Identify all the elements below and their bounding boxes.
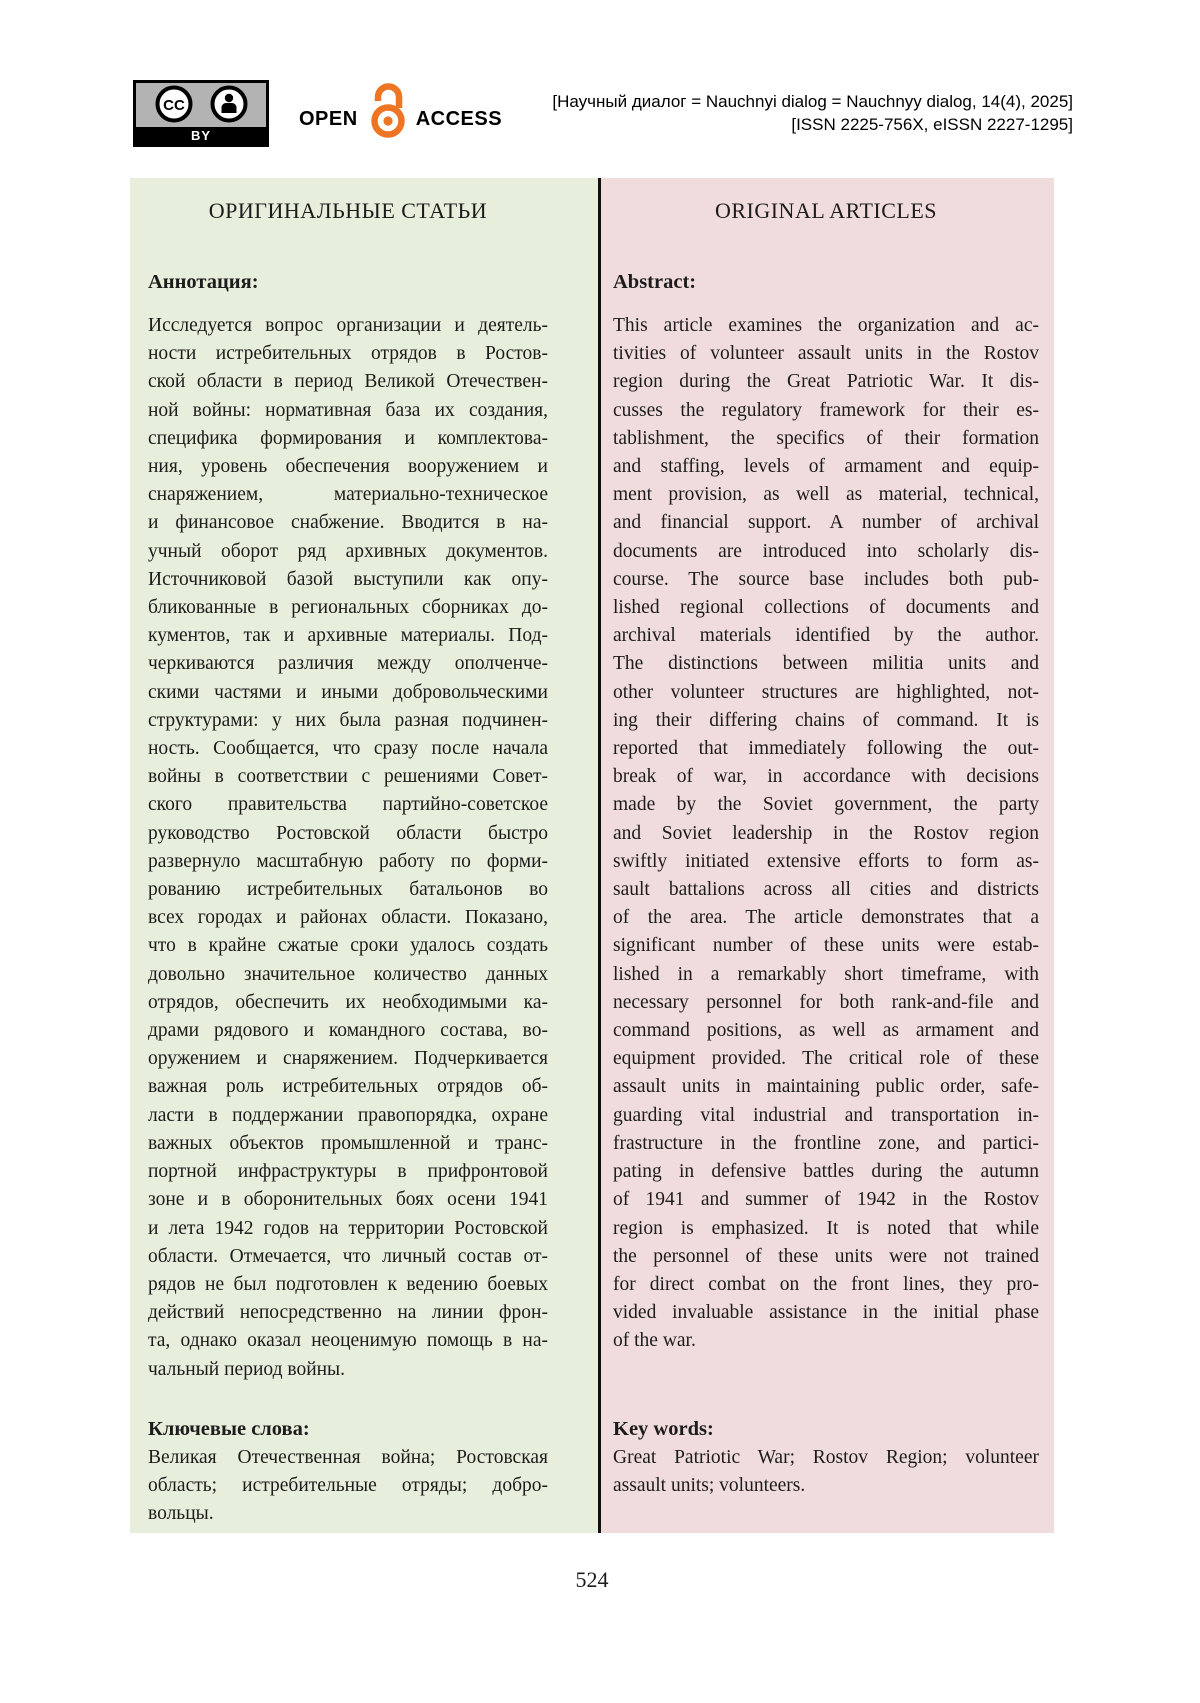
russian-keywords-section [148, 1414, 548, 1529]
english-keywords-section [613, 1414, 1039, 1500]
english-column [601, 178, 1054, 1533]
english-abstract-label: Abstract: [613, 271, 697, 293]
russian-keywords-text: Великая Отечественная война; Ростовская область; истребительные отряды; добро- вольцы. [148, 1447, 548, 1525]
abstract-two-column-block [130, 178, 1054, 1533]
english-abstract-text: This article examines the organization and ac- tivities of volunteer assault units in the Rostov region during the Great Patriotic War. It dis- cusses the regulatory framework for their es- tablishment, the specifics of their formation and staffing, levels of armament and equip- ment provision, as well as material, technical, and financial support. A number of archival documents are introduced into scholarly dis- course. The source base includes both pub- lished regional collections of documents and archival materials identified by the author. The distinctions between militia units and other volunteer structures are highlighted, not- ing their differing chains of command. It is reported that immediately following the out- break of war, in accordance with decisions made by the Soviet government, the party and Soviet leadership in the Rostov region swiftly initiated extensive efforts to form as- sault battalions across all cities and districts of the area. The article demonstrates that a significant number of these units were estab- lished in a remarkably short timeframe, with necessary personnel for both rank-and-file and command positions, as well as armament and equipment provided. The critical role of these assault units in maintaining public order, safe- guarding vital industrial and transportation in- frastructure in the frontline zone, and partici- pating in defensive battles during the autumn of 1941 and summer of 1942 in the Rostov region is emphasized. It is noted that while the personnel of these units were not trained for direct combat on the front lines, they pro- vided invaluable assistance in the initial phase of the war. [613, 315, 1039, 1352]
page-header [133, 80, 1073, 147]
journal-citation-line1: [Научный диалог = Nauchnyi dialog = Nauchnyy dialog, 14(4), 2025] [552, 92, 1073, 111]
russian-abstract-label: Аннотация: [148, 271, 259, 293]
cc-icon [155, 85, 193, 128]
russian-keywords-label: Ключевые слова: [148, 1418, 310, 1440]
journal-citation-line2: [ISSN 2225-756X, eISSN 2227-1295] [791, 115, 1073, 134]
russian-column [130, 178, 598, 1533]
cc-license-type-label: BY [136, 127, 266, 144]
russian-section-title: ОРИГИНАЛЬНЫЕ СТАТЬИ [208, 198, 488, 223]
journal-citation [552, 90, 1073, 136]
svg-text:CC: CC [162, 96, 185, 114]
page-number: 524 [575, 1567, 609, 1592]
open-access-logo [299, 92, 502, 146]
cc-badge-icons [136, 83, 266, 129]
english-keywords-label: Key words: [613, 1418, 714, 1440]
open-access-access-label: ACCESS [415, 107, 503, 130]
english-keywords-text: Great Patriotic War; Rostov Region; volunteer assault units; volunteers. [613, 1447, 1039, 1497]
english-section-title: ORIGINAL ARTICLES [714, 198, 938, 223]
person-icon [210, 85, 248, 128]
russian-abstract-text: Исследуется вопрос организации и деятель- ности истребительных отрядов в Ростов- ской области в период Великой Отечествен- ной войны: нормативная база их создания, специфика формирования и комплектова- ния, уровень обеспечения вооружением и снаряжением, материально-техническое и финансовое снабжение. Вводится в на- учный оборот ряд архивных документов. Источниковой базой выступили как опу- бликованные в региональных сборниках до- кументов, так и архивные материалы. Под- черкиваются различия между ополченче- скими частями и иными добровольческими структурами: у них была разная подчинен- ность. Сообщается, что сразу после начала войны в соответствии с решениями Совет- ского правительства партийно-советское руководство Ростовской области быстро развернуло масштабную работу по форми- рованию истребительных батальонов во всех городах и районах области. Показано, что в крайне сжатые сроки удалось создать довольно значительное количество данных отрядов, обеспечить их необходимыми ка- драми рядового и командного состава, во- оружением и снаряжением. Подчеркивается важная роль истребительных отрядов об- ласти в поддержании правопорядка, охране важных объектов промышленной и транс- портной инфраструктуры в прифронтовой зоне и в оборонительных боях осени 1941 и лета 1942 годов на территории Ростовской области. Отмечается, что личный состав от- рядов не был подготовлен к ведению боевых действий непосредственно на линии фрон- та, однако оказал неоценимую помощь в на- чальный период войны. [148, 315, 548, 1380]
cc-by-license-badge [133, 80, 269, 147]
open-lock-icon [364, 78, 412, 146]
open-access-open-label: OPEN [299, 107, 358, 130]
